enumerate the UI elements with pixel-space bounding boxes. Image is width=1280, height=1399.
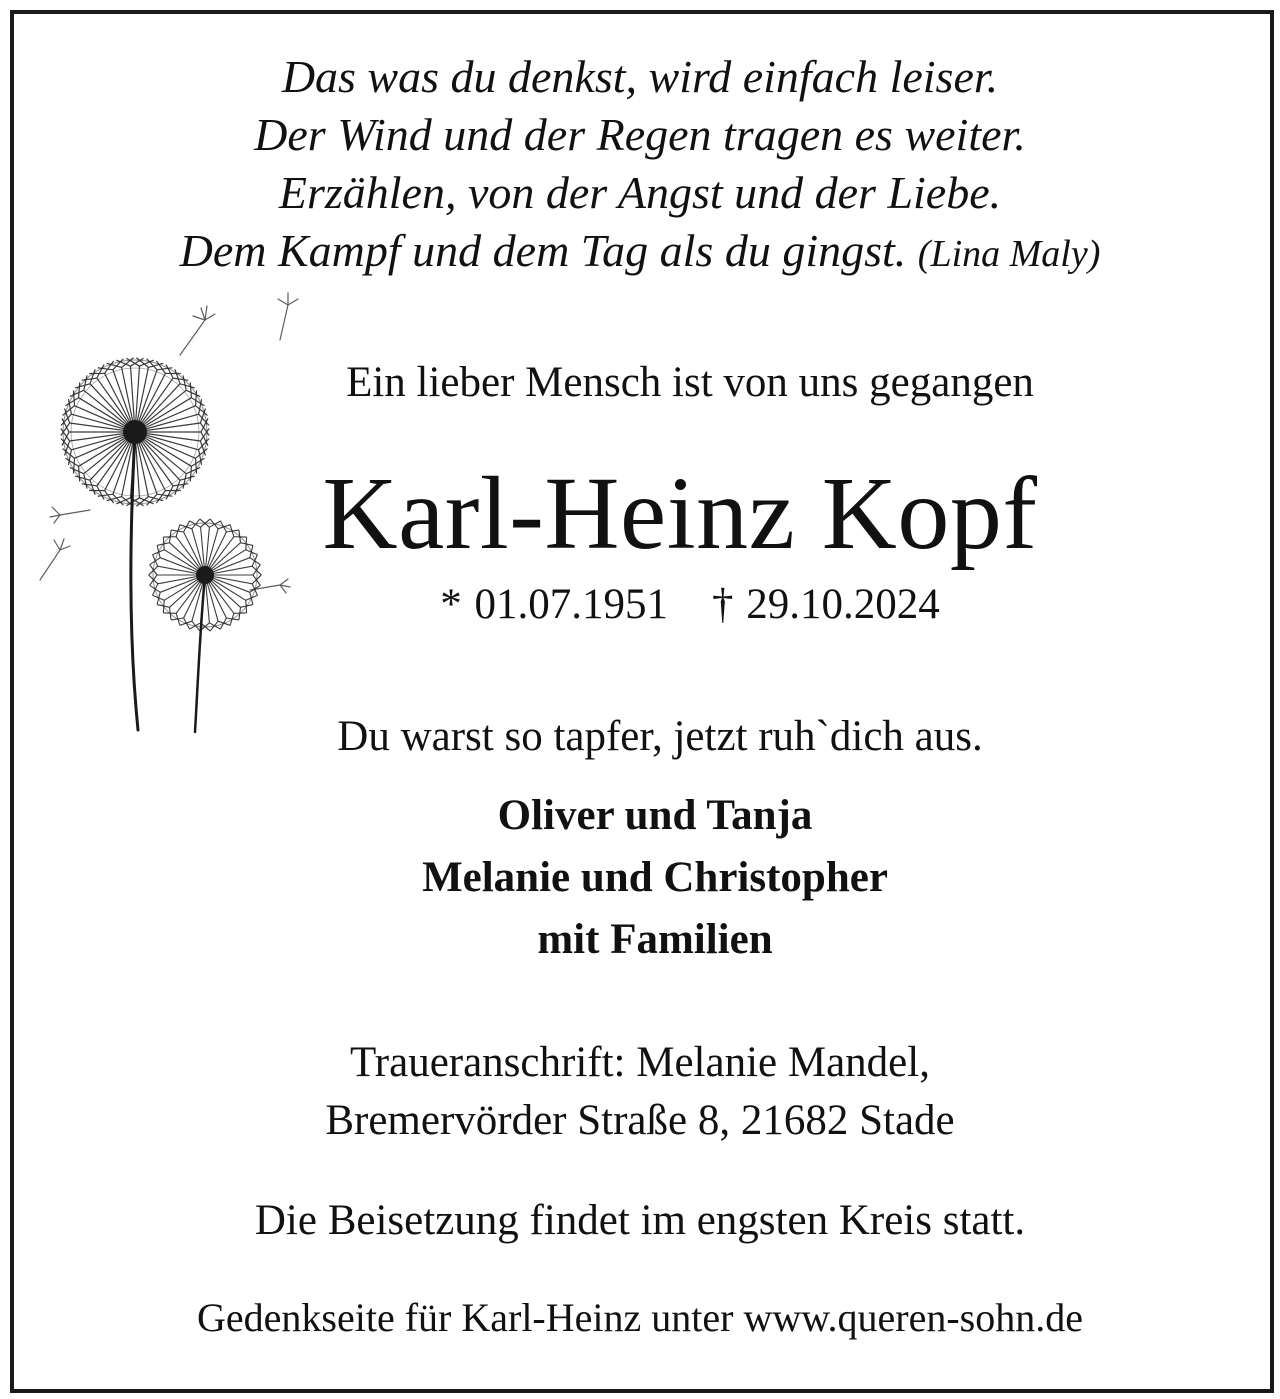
memorial-link[interactable]: Gedenkseite für Karl-Heinz unter www.queren-sohn.de: [197, 1295, 1083, 1340]
mourning-address: [0, 1034, 1280, 1150]
comfort-text: Du warst so tapfer, jetzt ruh`dich aus.: [337, 713, 983, 760]
mourner-line-3: mit Familien: [537, 916, 773, 963]
intro-text: Ein lieber Mensch ist von uns gegangen: [346, 359, 1034, 406]
mourner-line-1: Oliver und Tanja: [497, 792, 813, 839]
life-dates: [50, 580, 1280, 629]
mourners: [15, 785, 1280, 971]
poem-line-3: Erzählen, von der Angst und der Liebe.: [278, 167, 1002, 218]
burial-notice: Die Beisetzung findet im engsten Kreis statt.: [254, 1197, 1026, 1244]
poem-line-1: Das was du denkst, wird einfach leiser.: [281, 51, 999, 102]
birth-date: * 01.07.1951: [440, 581, 668, 628]
mourner-line-2: Melanie und Christopher: [422, 854, 888, 901]
poem-line-2: Der Wind und der Regen tragen es weiter.: [254, 109, 1026, 160]
death-date: † 29.10.2024: [712, 581, 940, 628]
deceased-name: Karl-Heinz Kopf: [322, 456, 1038, 571]
poem-line-4: Dem Kampf und dem Tag als du gingst.: [179, 225, 907, 276]
address-line-2: Bremervörder Straße 8, 21682 Stade: [325, 1097, 955, 1144]
address-line-1: Traueranschrift: Melanie Mandel,: [350, 1039, 930, 1086]
poem: [0, 48, 1280, 283]
poem-author: (Lina Maly): [917, 233, 1101, 275]
